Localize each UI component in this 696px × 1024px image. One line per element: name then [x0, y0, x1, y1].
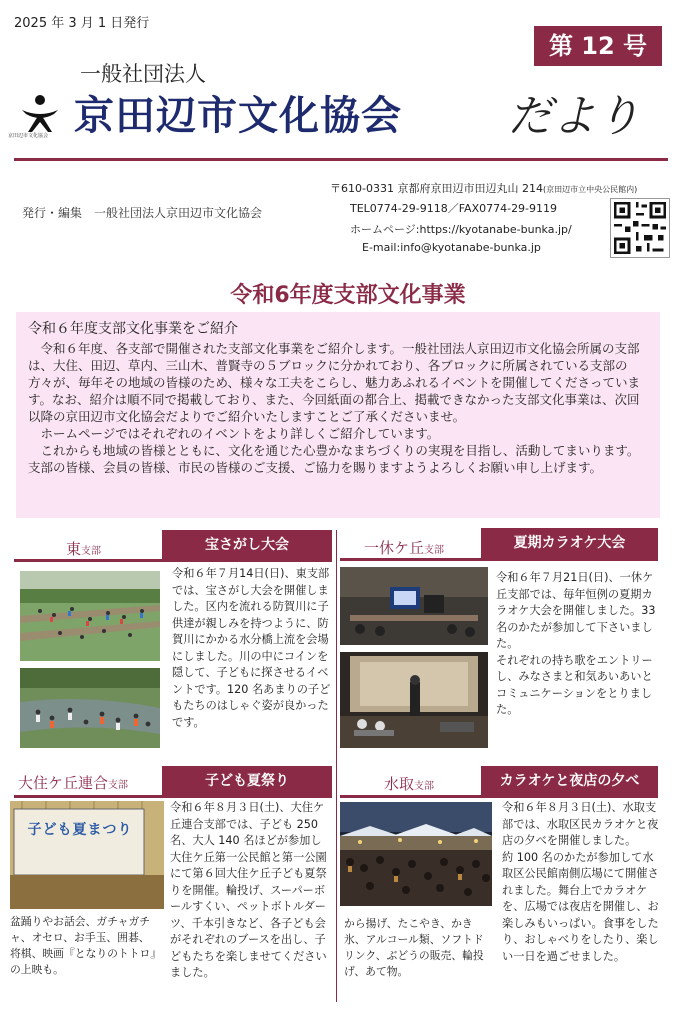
issue-number-badge: 第 12 号 — [534, 26, 662, 66]
branch-label: 東 — [66, 540, 82, 558]
photo-karaoke-1 — [340, 567, 488, 645]
address-note: (京田辺市立中央公民館内) — [542, 185, 638, 194]
publisher-line: 発行・編集 一般社団法人京田辺市文化協会 — [22, 206, 263, 220]
branch-suffix: 支部 — [81, 546, 102, 557]
branch-suffix: 支部 — [424, 545, 445, 556]
branch-label: 一休ケ丘 — [364, 539, 425, 557]
column-divider — [336, 530, 337, 770]
section-title: 令和6年度支部文化事業 — [230, 283, 466, 308]
org-type: 一般社団法人 — [80, 62, 206, 86]
event-title-summer-karaoke: 夏期カラオケ大会 — [481, 528, 658, 558]
photo-kids-festival — [10, 801, 164, 909]
photo-treasure-hunt-1 — [20, 571, 160, 661]
event-title-treasure-hunt: 宝さがし大会 — [162, 530, 332, 560]
festival-sign-text: 子ども夏まつり — [27, 822, 133, 838]
event-text-treasure-hunt: 令和６年７月14日(日)、東支部では、宝さがし大会を開催しました。区内を流れる防賀川に子供達が親しみを持つように、防賀川にかかる水分橋上流を会場にしました。川の中にコインを隠して、子どもに探させるイベントです。120 名あまりの子どもたちのはしゃぐ姿が良かったです。 — [172, 567, 331, 729]
event-title-karaoke-night: カラオケと夜店の夕べ — [481, 766, 658, 796]
email-link[interactable]: E-mail:info@kyotanabe-bunka.jp — [362, 241, 541, 254]
event-title-kids-festival: 子ども夏祭り — [162, 766, 332, 796]
event-paragraph: 令和６年８月３日(土)、水取支部では、水取区民カラオケと夜店の夕べを開催しました。 — [502, 801, 659, 847]
event-rule — [14, 559, 332, 562]
tel-fax-line: TEL0774-29-9118／FAX0774-29-9119 — [350, 202, 558, 215]
event-rule — [340, 795, 658, 798]
event-text-summer-karaoke — [496, 570, 656, 719]
qr-code-icon[interactable] — [610, 198, 670, 258]
intro-box — [16, 312, 660, 518]
issue-date: 2025 年 3 月 1 日発行 — [14, 16, 150, 31]
branch-name-mizutori — [384, 773, 434, 794]
event-text-kids-festival: 令和６年８月３日(土)、大住ケ丘連合支部では、子ども 250 名、大人 140 名ほどが参加し大住ケ丘第一公民館と第一公園にて第６回大住ケ丘子ども夏祭りを開催。輪投げ、スーパーボールすくい、ペットボトルダーツ、千本引きなど、各子ども会がそれぞれのブースを出し、子どもたちを楽しませてくださいました。 — [170, 801, 327, 979]
logo-caption: 京田辺市文化協会 — [8, 133, 49, 139]
branch-suffix: 支部 — [414, 781, 435, 792]
masthead-title: 京田辺市文化協会 — [74, 93, 402, 139]
branch-name-ikkyugaoka — [364, 537, 444, 558]
branch-name-osumigaoka — [18, 772, 128, 793]
photo-karaoke-night — [340, 802, 492, 906]
column-divider — [336, 766, 337, 1002]
event-rule — [340, 558, 658, 561]
event-paragraph: 令和６年７月21日(日)、一休ケ丘支部では、毎年恒例の夏期カラオケ大会を開催しました。33 名のかたが参加して下さいました。 — [496, 571, 656, 650]
branch-name-higashi — [66, 538, 101, 559]
address: 〒610-0331 京都府京田辺市田辺丸山 214 — [330, 182, 543, 195]
intro-paragraph-3: これからも地域の皆様とともに、文化を通じた心豊かなまちづくりの実現を目指し、活動してまいります。支部の皆様、会員の皆様、市民の皆様のご支援、ご協力を賜りますようよろしくお願い申し上げます。 — [28, 443, 640, 475]
branch-suffix: 支部 — [108, 780, 129, 791]
branch-label: 水取 — [384, 775, 415, 793]
photo-treasure-hunt-2 — [20, 668, 160, 748]
homepage-link[interactable]: ホームページ:https://kyotanabe-bunka.jp/ — [350, 223, 572, 236]
masthead-suffix: だより — [508, 91, 640, 142]
intro-heading: 令和６年度支部文化事業をご紹介 — [28, 321, 238, 337]
branch-label: 大住ケ丘連合 — [18, 774, 109, 792]
photo-caption-karaoke-night: から揚げ、たこやき、かき氷、アルコール類、ソフトドリンク、ぶどうの販売、輪投げ、あて物。 — [344, 917, 484, 978]
event-text-karaoke-night — [502, 800, 660, 965]
photo-caption-kids-festival: 盆踊りやお話会、ガチャガチャ、オセロ、お手玉、囲碁、将棋、映画『となりのトトロ』の上映も。 — [10, 915, 156, 976]
event-rule — [14, 795, 332, 798]
intro-paragraph-2: ホームページではそれぞれのイベントをより詳しくご紹介しています。 — [40, 426, 440, 441]
intro-paragraph-1: 令和６年度、各支部で開催された支部文化事業をご紹介します。一般社団法人京田辺市文化協会所属の支部は、大住、田辺、草内、三山木、普賢寺の５ブロックに分かれており、各ブロックに所属されている支部の方々が、毎年その地域の皆様のため、様々な工夫をこらし、魅力あふれるイベントを開催してくださっています。なお、紹介は順不同で掲載しており、また、今回紙面の都合上、掲載できなかった支部文化事業は、次回以降の京田辺市文化協会だよりでご紹介いたしますことご了承くださいませ。 — [28, 341, 641, 424]
photo-karaoke-2 — [340, 652, 488, 748]
event-paragraph: それぞれの持ち歌をエントリーし、みなさまと和気あいあいとコミュニケーションをとりました。 — [496, 653, 653, 716]
address-line — [330, 180, 637, 196]
event-paragraph: 約 100 名のかたが参加して水取区公民館南側広場にて開催されました。舞台上でカラオケを、広場では夜店を開催し、お楽しみもいっぱい。食事をしたり、おしゃべりをしたり、楽しい一日を過ごせました。 — [502, 850, 659, 963]
masthead-divider — [14, 158, 668, 161]
